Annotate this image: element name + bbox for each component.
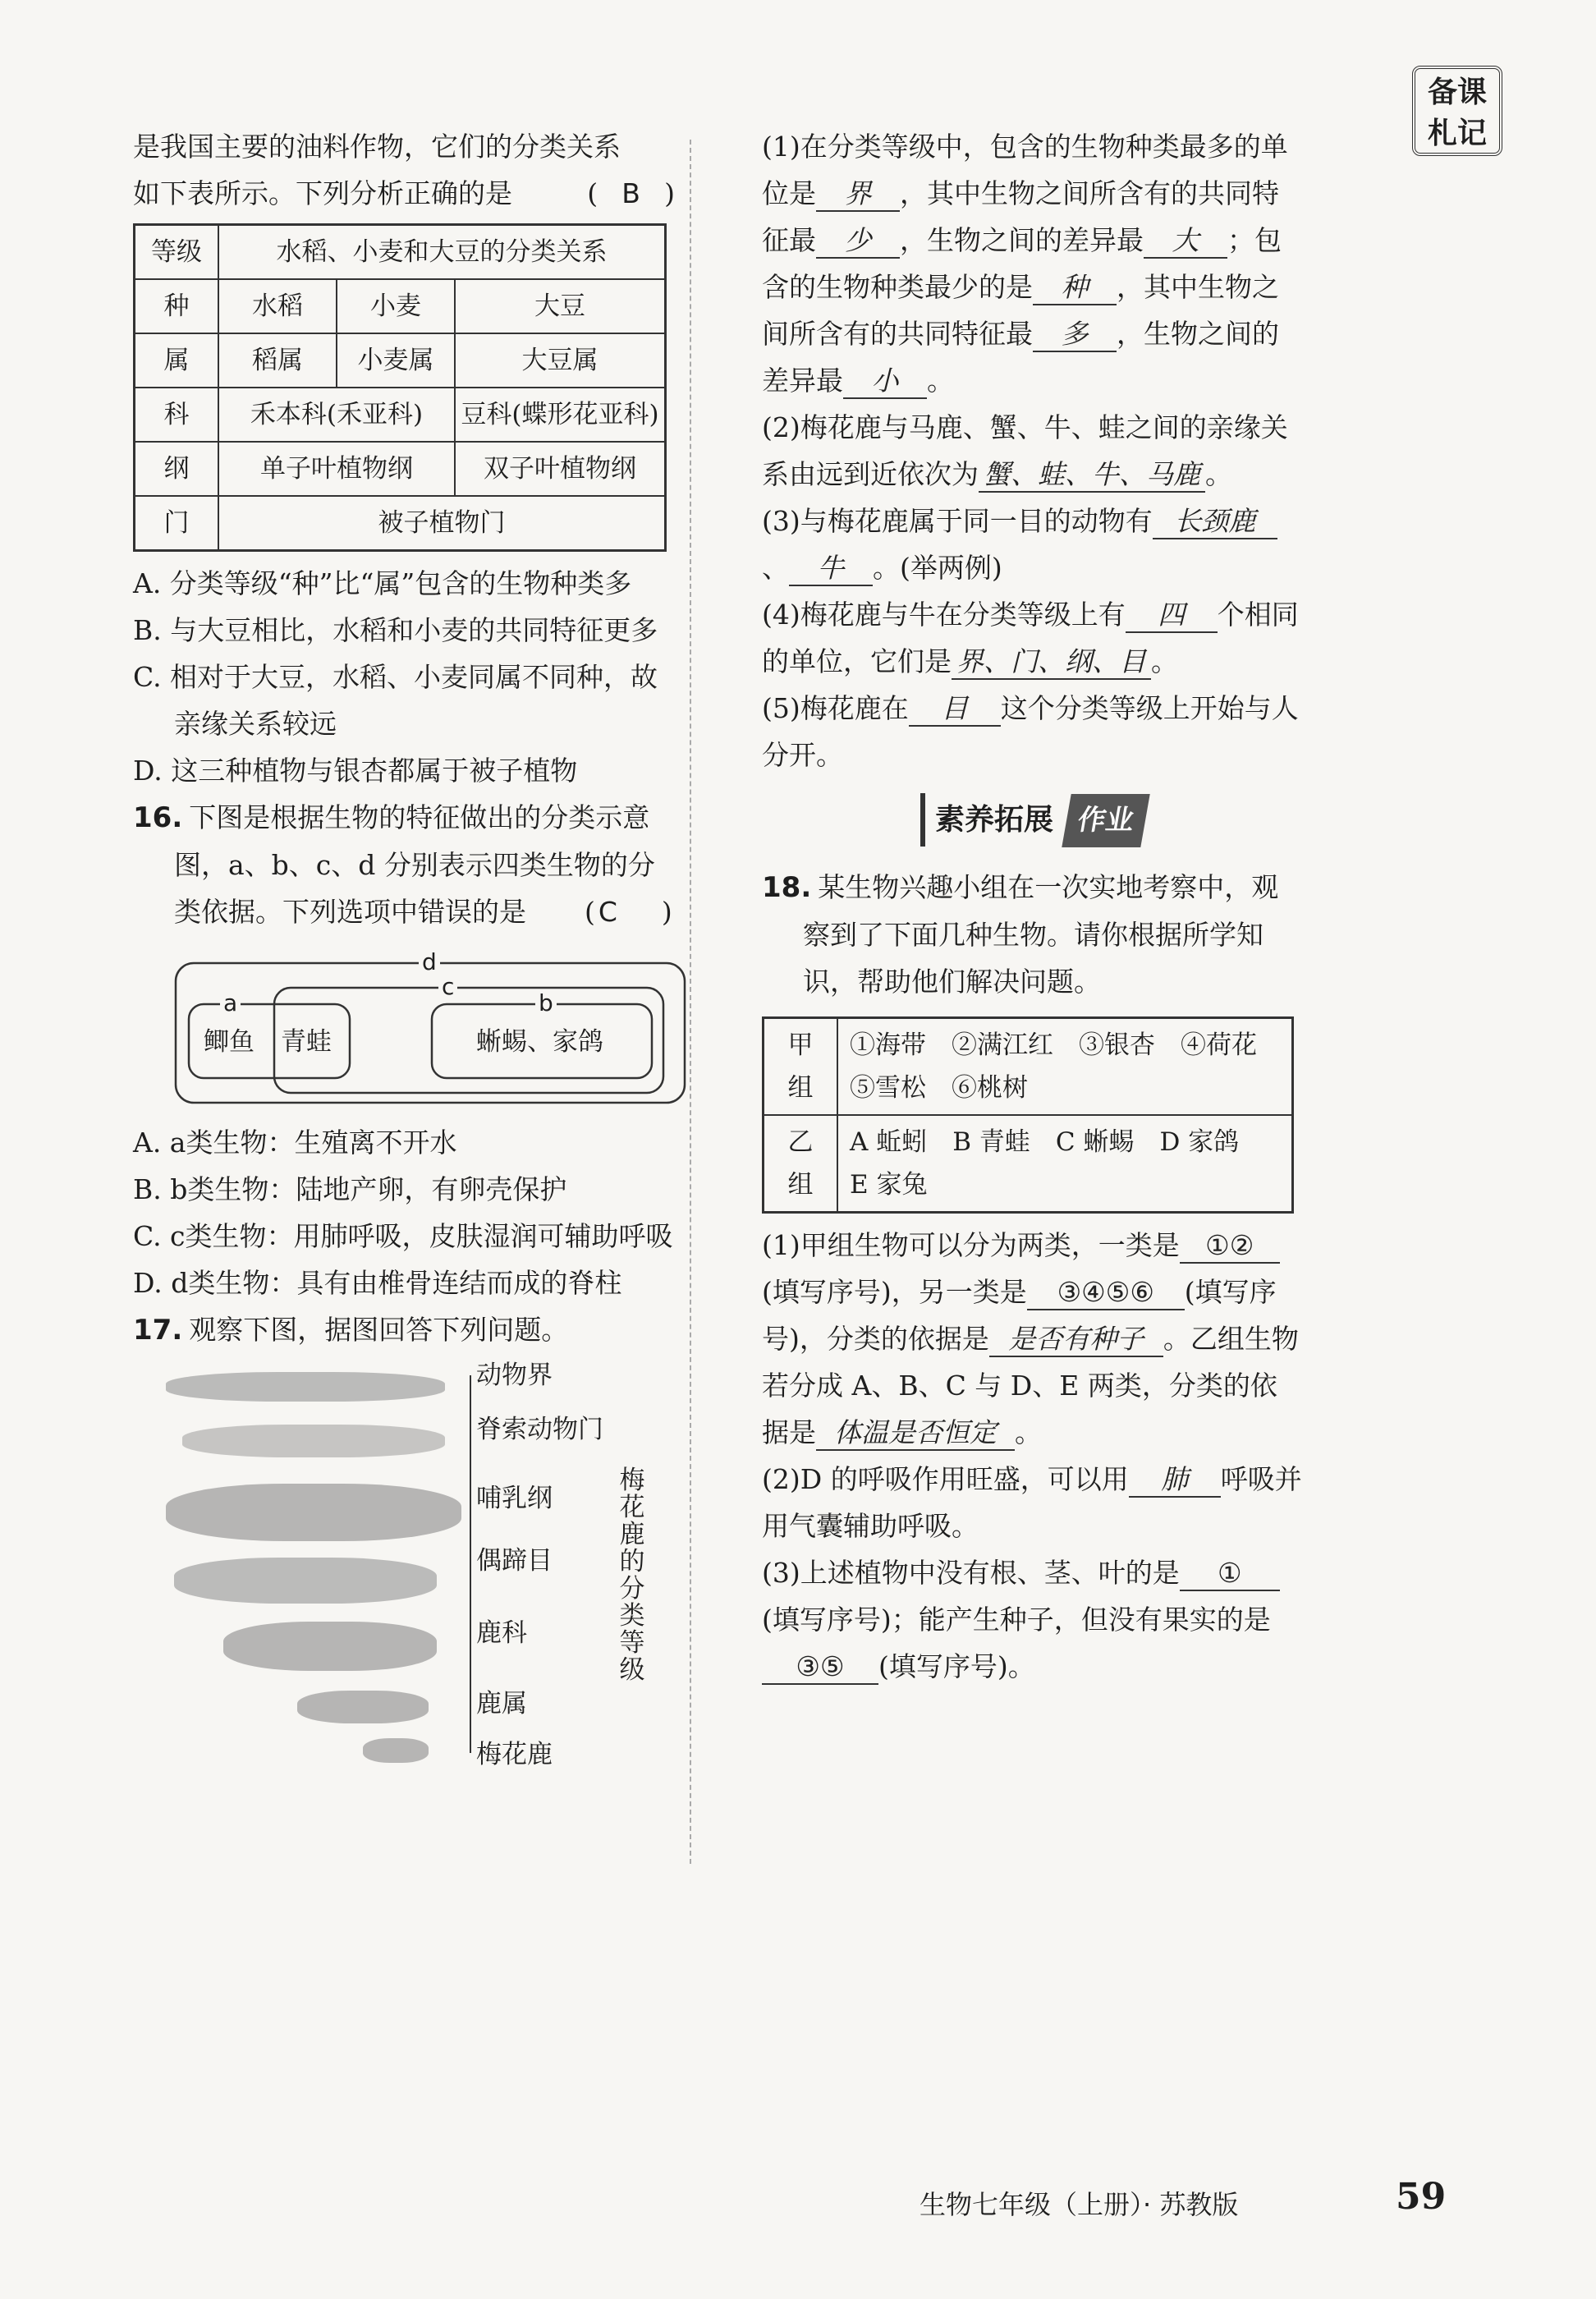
rank-side-label: 梅花鹿的分类等级: [619, 1466, 645, 1685]
group-items: A 蚯蚓 B 青蛙 C 蜥蜴 D 家鸽 E 家兔: [837, 1115, 1293, 1213]
answer-blank: 长颈鹿: [1153, 505, 1277, 539]
q16-stem: 16. 下图是根据生物的特征做出的分类示意图，a、b、c、d 分别表示四类生物的分类依据。下列选项中错误的是 ( C ): [133, 794, 675, 935]
answer-blank: 是否有种子: [989, 1323, 1163, 1357]
table-cell: 单子叶植物纲: [218, 442, 455, 496]
answer-blank: ③⑤: [762, 1650, 878, 1685]
venn-label-c: c: [438, 975, 457, 999]
answer-blank: 四: [1126, 599, 1218, 633]
text-run: 、: [762, 552, 789, 584]
q18-part3: [762, 1549, 1304, 1690]
q16-option-d: D. d类生物：具有由椎骨连结而成的脊柱: [133, 1267, 622, 1299]
text-run: (填写序号)，另一类是: [762, 1276, 1027, 1308]
q16-text: 下图是根据生物的特征做出的分类示意图，a、b、c、d 分别表示四类生物的分类依据。下列选项中错误的是: [174, 801, 655, 928]
text-run: 这个分类等级上开始与人分开。: [762, 692, 1299, 771]
table-cell: 大豆属: [455, 333, 666, 388]
venn-org-fish: 鲫鱼: [204, 1027, 255, 1057]
q17-part5: [762, 685, 1304, 778]
text-run: 。乙组生物若分成 A、B、C 与 D、E 两类，分类的依据是: [762, 1323, 1299, 1448]
text-run: (1)在分类等级中，包含的生物种类最多的单位是: [762, 131, 1288, 209]
q17-part2: [762, 404, 1304, 498]
q17-part1: [762, 123, 1304, 404]
text-run: 。: [1151, 645, 1178, 677]
rank-species: 梅花鹿: [476, 1740, 553, 1769]
group-label: 乙组: [764, 1115, 838, 1213]
text-run: (4)梅花鹿与牛在分类等级上有: [762, 599, 1126, 631]
table-cell: 大豆: [455, 279, 666, 333]
rank-kingdom: 动物界: [476, 1361, 553, 1390]
section-heading: [762, 793, 1304, 847]
table-header-cell: 水稻、小麦和大豆的分类关系: [218, 225, 666, 280]
q15-line1: 是我国主要的油料作物，它们的分类关系: [133, 131, 621, 163]
group-items: ①海带 ②满江红 ③银杏 ④荷花 ⑤雪松 ⑥桃树: [837, 1018, 1293, 1116]
q15-option-b: B. 与大豆相比，水稻和小麦的共同特征更多: [133, 614, 658, 646]
table-cell: 科: [135, 388, 219, 442]
table-cell: 小麦属: [337, 333, 455, 388]
rank-family: 鹿科: [476, 1618, 527, 1648]
q16-venn-diagram: [171, 947, 696, 1111]
answer-blank: 牛: [789, 552, 873, 586]
text-run: (3)与梅花鹿属于同一目的动物有: [762, 505, 1153, 537]
q18-table: [762, 1016, 1294, 1214]
table-cell: 种: [135, 279, 219, 333]
left-column: [133, 123, 675, 1771]
text-run: (填写序号)；能产生种子，但没有果实的是: [762, 1604, 1271, 1636]
table-cell: 小麦: [337, 279, 455, 333]
mammal-silhouettes: [166, 1484, 461, 1541]
sika-deer-silhouette: [363, 1738, 429, 1763]
q16-option-c: C. c类生物：用肺呼吸，皮肤湿润可辅助呼吸: [133, 1220, 673, 1252]
text-run: (3)上述植物中没有根、茎、叶的是: [762, 1557, 1180, 1589]
answer-blank: 体温是否恒定: [816, 1416, 1015, 1451]
answer-blank: 大: [1144, 224, 1227, 259]
q16-option-a: A. a类生物：生殖离不开水: [133, 1127, 457, 1159]
footer-book-title: 生物七年级（上册）· 苏教版: [920, 2189, 1239, 2220]
venn-org-reptile-bird: 蜥蜴、家鸽: [476, 1027, 603, 1057]
text-run: 。: [927, 365, 954, 397]
answer-blank: ③④⑤⑥: [1027, 1276, 1185, 1310]
text-run: 。: [1205, 458, 1232, 490]
q16-option-b: B. b类生物：陆地产卵，有卵壳保护: [133, 1173, 567, 1205]
answer-blank: 少: [816, 224, 900, 259]
page-number: 59: [1396, 2176, 1447, 2218]
q18-part2: [762, 1456, 1304, 1549]
q18-stem: [762, 864, 1304, 1005]
rank-class: 哺乳纲: [476, 1484, 553, 1513]
q17-number: 17.: [133, 1314, 183, 1347]
text-run: (填写序号)。: [878, 1650, 1035, 1682]
text-run: (2)D 的呼吸作用旺盛，可以用: [762, 1463, 1129, 1495]
q17-part4: [762, 591, 1304, 685]
table-header-cell: 等级: [135, 225, 219, 280]
table-cell: 纲: [135, 442, 219, 496]
q15-option-a: A. 分类等级“种”比“属”包含的生物种类多: [133, 567, 632, 599]
table-cell: 门: [135, 496, 219, 551]
text-run: ；包含的生物种类最少的是: [762, 224, 1282, 303]
text-run: ，生物之间的差异最: [900, 224, 1144, 256]
q18-part1: [762, 1222, 1304, 1456]
animal-silhouettes-row1: [166, 1372, 445, 1402]
rank-order: 偶蹄目: [476, 1546, 553, 1576]
text-run: 。: [1015, 1416, 1042, 1448]
q15-option-c: C. 相对于大豆，水稻、小麦同属不同种，故亲缘关系较远: [133, 661, 658, 740]
artiodactyl-silhouettes: [174, 1558, 437, 1604]
text-run: (2)梅花鹿与马鹿、蟹、牛、蛙之间的亲缘关系由远到近依次为: [762, 411, 1288, 490]
q17-stem: [133, 1306, 675, 1354]
q18-text: 某生物兴趣小组在一次实地考察中，观察到了下面几种生物。请你根据所学知识，帮助他们解决问题。: [803, 871, 1279, 998]
section-tag: 作业: [1062, 794, 1149, 847]
rank-arrow-line: [470, 1375, 471, 1753]
answer-blank: 种: [1033, 271, 1117, 305]
table-cell: 双子叶植物纲: [455, 442, 666, 496]
deer-genus-silhouettes: [297, 1691, 429, 1723]
venn-label-b: b: [535, 991, 557, 1016]
text-run: (5)梅花鹿在: [762, 692, 909, 724]
answer-blank: 界: [816, 177, 900, 212]
q17-part3: [762, 498, 1304, 591]
table-cell: 稻属: [218, 333, 337, 388]
answer-blank: ①: [1180, 1557, 1280, 1591]
table-cell: 禾本科(禾亚科): [218, 388, 455, 442]
answer-blank: ①②: [1180, 1229, 1280, 1264]
text-run: ，生物之间的差异最: [762, 318, 1279, 397]
notes-badge: [1412, 66, 1502, 156]
q15-option-d: D. 这三种植物与银杏都属于被子植物: [133, 755, 578, 787]
deer-family-silhouettes: [223, 1622, 437, 1671]
venn-label-d: d: [419, 950, 440, 975]
q17-taxonomy-figure: [133, 1361, 675, 1771]
group-label: 甲组: [764, 1018, 838, 1116]
q16-number: 16.: [133, 801, 183, 834]
venn-label-a: a: [220, 991, 241, 1016]
rank-phylum: 脊索动物门: [476, 1415, 603, 1444]
answer-blank: 小: [843, 365, 927, 399]
answer-blank: 界、门、纲、目: [952, 645, 1151, 680]
text-run: ，其中生物之间所含有的共同特征最: [762, 271, 1279, 350]
badge-line1: 备课: [1427, 76, 1487, 109]
q15-line2: 如下表所示。下列分析正确的是 ( B ): [133, 170, 675, 217]
text-run: 个相同的单位，它们是: [762, 599, 1299, 677]
q15-line2-text: 如下表所示。下列分析正确的是: [133, 177, 512, 209]
venn-org-frog: 青蛙: [281, 1027, 332, 1057]
text-run: 呼吸并用气囊辅助呼吸。: [762, 1463, 1302, 1542]
answer-blank: 蟹、蛙、牛、马鹿: [979, 458, 1205, 493]
text-run: 。(举两例): [873, 552, 1002, 584]
q16-answer: C: [598, 896, 617, 928]
section-title: 素养拓展: [920, 793, 1063, 847]
table-cell: 属: [135, 333, 219, 388]
text-run: ，其中生物之间所含有的共同特征最: [762, 177, 1279, 256]
answer-blank: 肺: [1129, 1463, 1221, 1498]
table-cell: 豆科(蝶形花亚科): [455, 388, 666, 442]
badge-line2: 札记: [1427, 117, 1487, 150]
rank-genus: 鹿属: [476, 1689, 527, 1719]
answer-blank: 目: [909, 692, 1001, 727]
animal-silhouettes-row2: [182, 1425, 445, 1457]
right-column: [762, 123, 1304, 1690]
text-run: (填写序号)，分类的依据是: [762, 1276, 1277, 1355]
text-run: (1)甲组生物可以分为两类，一类是: [762, 1229, 1180, 1261]
q15-answer: B: [621, 177, 640, 209]
q17-text: 观察下图，据图回答下列问题。: [189, 1314, 569, 1346]
answer-blank: 多: [1033, 318, 1117, 352]
q15-table: [133, 223, 667, 552]
table-cell: 被子植物门: [218, 496, 666, 551]
table-cell: 水稻: [218, 279, 337, 333]
q18-number: 18.: [762, 871, 812, 904]
